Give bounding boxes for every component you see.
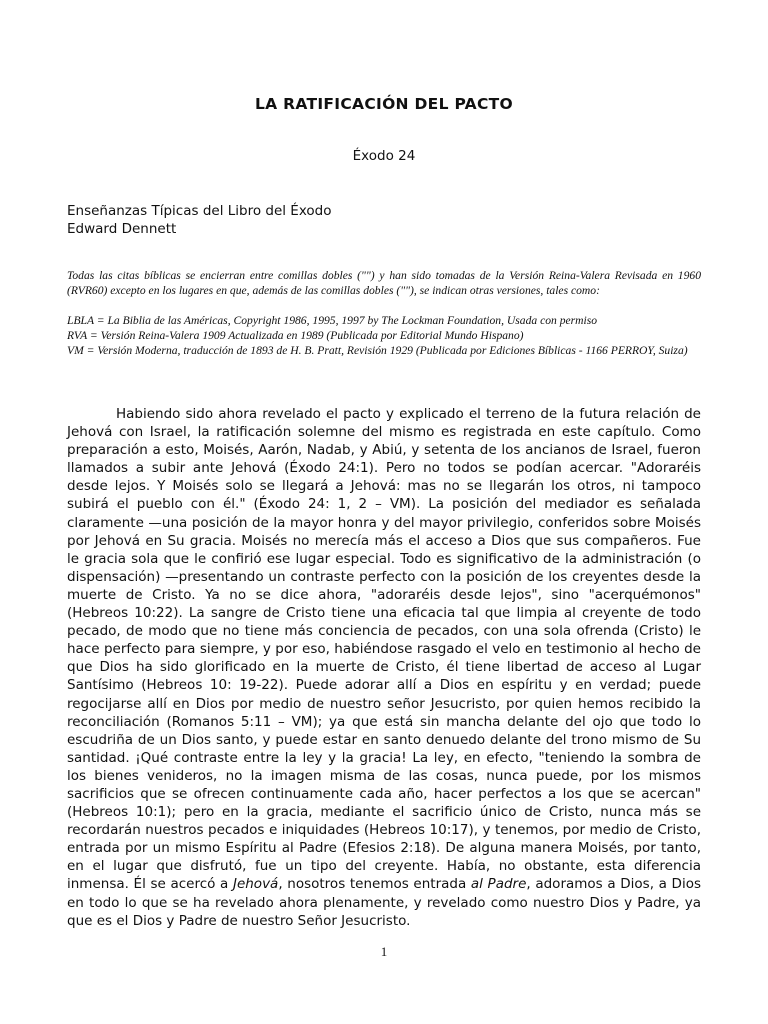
version-list: [67, 313, 701, 358]
citation-note: [67, 268, 701, 298]
body-text: [67, 405, 701, 930]
body-text-part1: Habiendo sido ahora revelado el pacto y explicado el terreno de la futura relación de Jehová con Israel, la ratificación solemne del mismo es registrada en este capítulo. Como preparación a esto, Moisés, Aarón, Nadab, y Abiú, y setenta de los ancianos de Israel, fueron llamados a subir ante Jehová (Éxodo 24:1). Pero no todos se podían acercar. "Adoraréis desde lejos. Y Moisés solo se llegará a Jehová: mas no se llegarán los otros, ni tampoco subirá el pueblo con él." (Éxodo 24: 1, 2 – VM). La posición del mediador es señalada claramente —una posición de la mayor honra y del mayor privilegio, conferidos sobre Moisés por Jehová en Su gracia. Moisés no merecía más el acceso a Dios que sus compañeros. Fue le gracia sola que le confirió ese lugar especial. Todo es significativo de la administración (o dispensación) —presentando un contraste perfecto con la posición de los creyentes desde la muerte de Cristo. Ya no se dice ahora, "adoraréis desde lejos", sino "acerquémonos" (Hebreos 10:22). La sangre de Cristo tiene una eficacia tal que limpia al creyente de todo pecado, de modo que no tiene más conciencia de pecados, con una sola ofrenda (Cristo) le hace perfecto para siempre, y por eso, habiéndose rasgado el velo en testimonio al hecho de que Dios ha sido glorificado en la muerte de Cristo, él tiene libertad de acceso al Lugar Santísimo (Hebreos 10: 19-22). Puede adorar allí a Dios en espíritu y en verdad; puede regocijarse allí en Dios por medio de nuestro señor Jesucristo, por quien hemos recibido la reconciliación (Romanos 5:11 – VM); ya que está sin mancha delante del ojo que todo lo escudriña de un Dios santo, y puede estar en santo denuedo delante del trono mismo de Su santidad. ¡Qué contraste entre la ley y la gracia! La ley, en efecto, "teniendo la sombra de los bienes venideros, no la imagen misma de las cosas, nunca puede, por los mismos sacrificios que se ofrecen continuamente cada año, hacer perfectos a los que se acercan" (Hebreos 10:1); pero en la gracia, mediante el sacrificio único de Cristo, nunca más se recordarán nuestros pecados e iniquidades (Hebreos 10:17), y tenemos, por medio de Cristo, entrada por un mismo Espíritu al Padre (Efesios 2:18). De alguna manera Moisés, por tanto, en el lugar que disfrutó, fue un tipo del creyente. Había, no obstante, esta diferencia inmensa. Él se acercó a: [67, 406, 701, 893]
body-text-part2: , nosotros tenemos entrada: [278, 876, 471, 893]
version-lbla: LBLA = La Biblia de las Américas, Copyright 1986, 1995, 1997 by The Lockman Foundation, Usada con permiso: [67, 314, 598, 327]
series-info: [67, 202, 332, 238]
scripture-reference: Éxodo 24: [352, 148, 416, 164]
document-title: LA RATIFICACIÓN DEL PACTO: [254, 95, 514, 113]
body-emphasis-padre: al Padre: [470, 876, 527, 893]
series-title: Enseñanzas Típicas del Libro del Éxodo: [67, 203, 332, 219]
version-vm: VM = Versión Moderna, traducción de 1893 de H. B. Pratt, Revisión 1929 (Publicada por Ediciones Bíblicas - 1166 PERROY, Suiza): [67, 344, 688, 357]
body-paragraph: [67, 405, 701, 930]
body-emphasis-jehova: Jehová: [232, 876, 279, 893]
author-name: Edward Dennett: [67, 221, 177, 237]
citation-note-text: Todas las citas bíblicas se encierran entre comillas dobles ("") y han sido tomadas de la Versión Reina-Valera Revisada en 1960 (RVR60) excepto en los lugares en que, además de las comillas dobles (""), se indican otras versiones, tales como:: [67, 269, 701, 297]
page-number: 1: [380, 944, 388, 959]
body-text-part3: , adoramos a Dios, a Dios en todo lo que se ha revelado ahora plenamente, y revelado como nuestro Dios y Padre, ya que es el Dios y Padre de nuestro Señor Jesucristo.: [67, 876, 701, 929]
version-rva: RVA = Versión Reina-Valera 1909 Actualizada en 1989 (Publicada por Editorial Mundo Hispano): [67, 329, 524, 342]
